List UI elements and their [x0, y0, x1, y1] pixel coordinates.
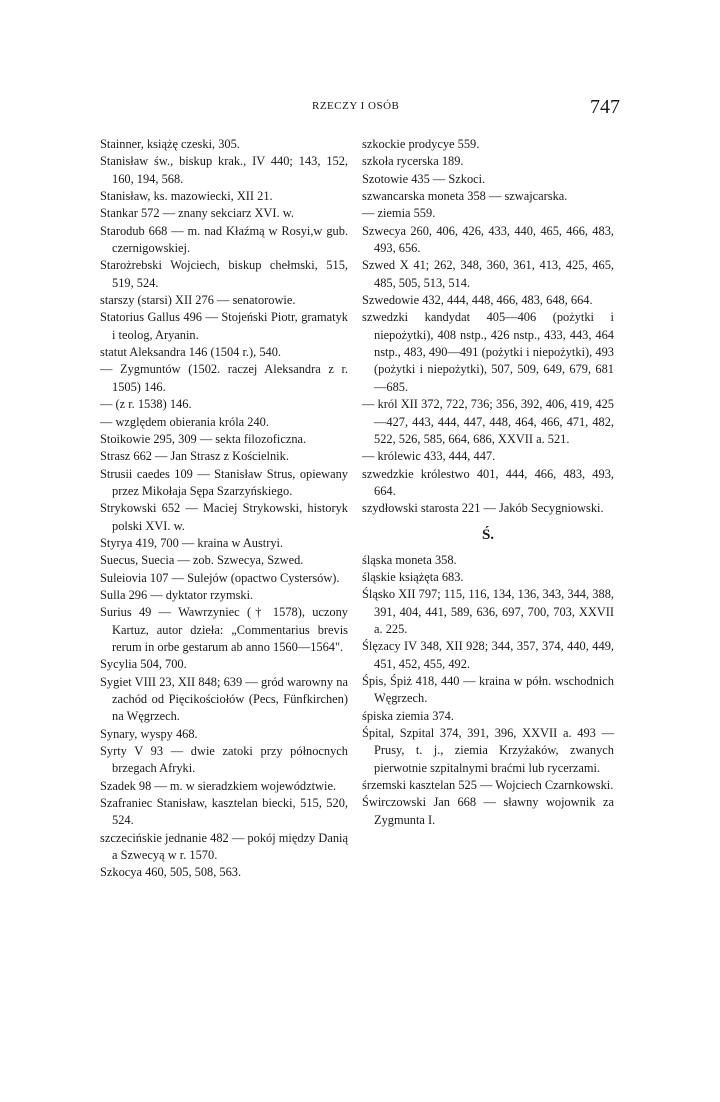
index-entry: Stankar 572 — znany sekciarz XVI. w. — [100, 206, 294, 221]
index-entry: Starodub 668 — m. nad Kłaźmą w Rosyi,w gub. czernigowskiej. — [100, 223, 348, 256]
index-entry: Szafraniec Stanisław, kasztelan biecki, 515, 520, 524. — [100, 796, 348, 828]
index-entry: Ślęzacy IV 348, XII 928; 344, 357, 374, 440, 449, 451, 452, 455, 492. — [362, 639, 614, 671]
index-entry: szczecińskie jednanie 482 — pokój między Danią a Szwecyą w r. 1570. — [100, 830, 348, 863]
index-entry: szwedzkie królestwo 401, 444, 466, 483, 493, 664. — [362, 466, 614, 498]
index-entry: śląska moneta 358. — [362, 552, 457, 567]
index-entry: Syrty V 93 — dwie zatoki przy północnych brzegach Afryki. — [100, 744, 348, 776]
index-entry: Szotowie 435 — Szkoci. — [362, 171, 486, 186]
index-entry: Strusii caedes 109 — Stanisław Strus, opiewany przez Mikołaja Sępa Szarzyńskiego. — [100, 466, 348, 498]
index-entry: Szwecya 260, 406, 426, 433, 440, 465, 466, 483, 493, 656. — [362, 223, 614, 256]
index-entry: Synary, wyspy 468. — [100, 726, 198, 741]
index-entry: śląskie książęta 683. — [362, 569, 464, 584]
index-entry: Strasz 662 — Jan Strasz z Kościelnik. — [100, 449, 289, 464]
index-entry: Strykowski 652 — Maciej Strykowski, historyk polski XVI. w. — [100, 501, 348, 533]
index-entry: śrzemski kasztelan 525 — Wojciech Czarnkowski. — [362, 778, 614, 793]
index-entry: starszy (starsi) XII 276 — senatorowie. — [100, 293, 296, 308]
index-entry: szkoła rycerska 189. — [362, 154, 464, 169]
section-letter: Ś. — [481, 526, 495, 543]
index-entry: — król XII 372, 722, 736; 356, 392, 406, 419, 425—427, 443, 444, 447, 448, 464, 466, 471, 482, 522, 526, 585, 664, 686, XXVII a. 521. — [362, 397, 614, 446]
index-entry: śpiska ziemia 374. — [362, 708, 454, 723]
index-entry: Suleiovia 107 — Sulejów (opactwo Cystersów). — [100, 570, 340, 585]
index-entry: Śpis, Śpiż 418, 440 — kraina w półn. wschodnich Węgrzech. — [362, 673, 614, 706]
index-entry: Szwed X 41; 262, 348, 360, 361, 413, 425, 465, 485, 505, 513, 514. — [362, 258, 614, 290]
index-entry: statut Aleksandra 146 (1504 r.), 540. — [100, 345, 282, 360]
index-entry: Śląsko XII 797; 115, 116, 134, 136, 343, 344, 388, 391, 404, 441, 589, 636, 697, 700, 703, XXVII a. 225. — [362, 587, 614, 636]
index-entry: szkockie prodycye 559. — [362, 137, 480, 151]
index-entry: — ziemia 559. — [362, 206, 436, 221]
index-entry: — królewic 433, 444, 447. — [362, 449, 496, 464]
index-entry: Starożrebski Wojciech, biskup chełmski, 515, 519, 524. — [100, 258, 348, 290]
index-entry: Styrya 419, 700 — kraina w Austryi. — [100, 535, 284, 550]
index-entry: Śpital, Szpital 374, 391, 396, XXVII a. 493 — Prusy, t. j., ziemia Krzyżaków, zwanych pierwotnie szpitalnymi braćmi lub rycerzami. — [362, 726, 614, 775]
index-entry: Stainner, książę czeski, 305. — [100, 137, 240, 151]
index-entry: szydłowski starosta 221 — Jakób Secygniowski. — [362, 501, 604, 516]
index-entry: Szkocya 460, 505, 508, 563. — [100, 865, 242, 880]
index-entry: Suecus, Suecia — zob. Szwecya, Szwed. — [100, 553, 304, 568]
index-entry: Statorius Gallus 496 — Stojeński Piotr, gramatyk i teolog, Aryanin. — [100, 310, 348, 342]
index-entry: — względem obierania króla 240. — [100, 414, 269, 429]
index-entry: Stanisław, ks. mazowiecki, XII 21. — [100, 189, 273, 204]
index-entry: Sycylia 504, 700. — [100, 657, 187, 672]
index-entry: szwedzki kandydat 405—406 (pożytki i niepożytki), 408 nstp., 426 nstp., 433, 443, 464 nstp., 483, 490—491 (pożytki i niepożytki), 493 (pożytki i niepożytki), 507, 509, 649, 679, 681—685. — [362, 310, 614, 394]
index-entry: — Zygmuntów (1502. raczej Aleksandra z r. 1505) 146. — [100, 362, 348, 394]
index-entry: Świrczowski Jan 668 — sławny wojownik za Zygmunta I. — [362, 795, 614, 827]
index-entry: Sygiet VIII 23, XII 848; 639 — gród warowny na zachód od Pięcikościołów (Pecs, Fünfkirchen) na Węgrzech. — [100, 674, 348, 724]
left-column — [100, 136, 348, 882]
page-number: 747 — [590, 96, 620, 118]
running-head: RZECZY I OSÓB — [312, 100, 400, 112]
index-entry: Surius 49 — Wawrzyniec († 1578), uczony Kartuz, autor dzieła: „Commentarius brevis rerum in orbe gestarum ab anno 1560—1564". — [100, 605, 348, 654]
right-column-entries-s-acute — [362, 552, 614, 830]
index-entry: Stanisław św., biskup krak., IV 440; 143, 152, 160, 194, 568. — [100, 154, 348, 186]
right-column — [362, 136, 614, 829]
index-entry: Stoikowie 295, 309 — sekta filozoficzna. — [100, 431, 307, 446]
index-entry: Sulla 296 — dyktator rzymski. — [100, 587, 254, 602]
index-entry: Szwedowie 432, 444, 448, 466, 483, 648, 664. — [362, 293, 593, 308]
index-entry: — (z r. 1538) 146. — [100, 397, 192, 412]
index-entry: szwancarska moneta 358 — szwajcarska. — [362, 189, 568, 204]
index-entry: Szadek 98 — m. w sieradzkiem województwie. — [100, 778, 337, 793]
right-column-entries-s — [362, 136, 614, 518]
